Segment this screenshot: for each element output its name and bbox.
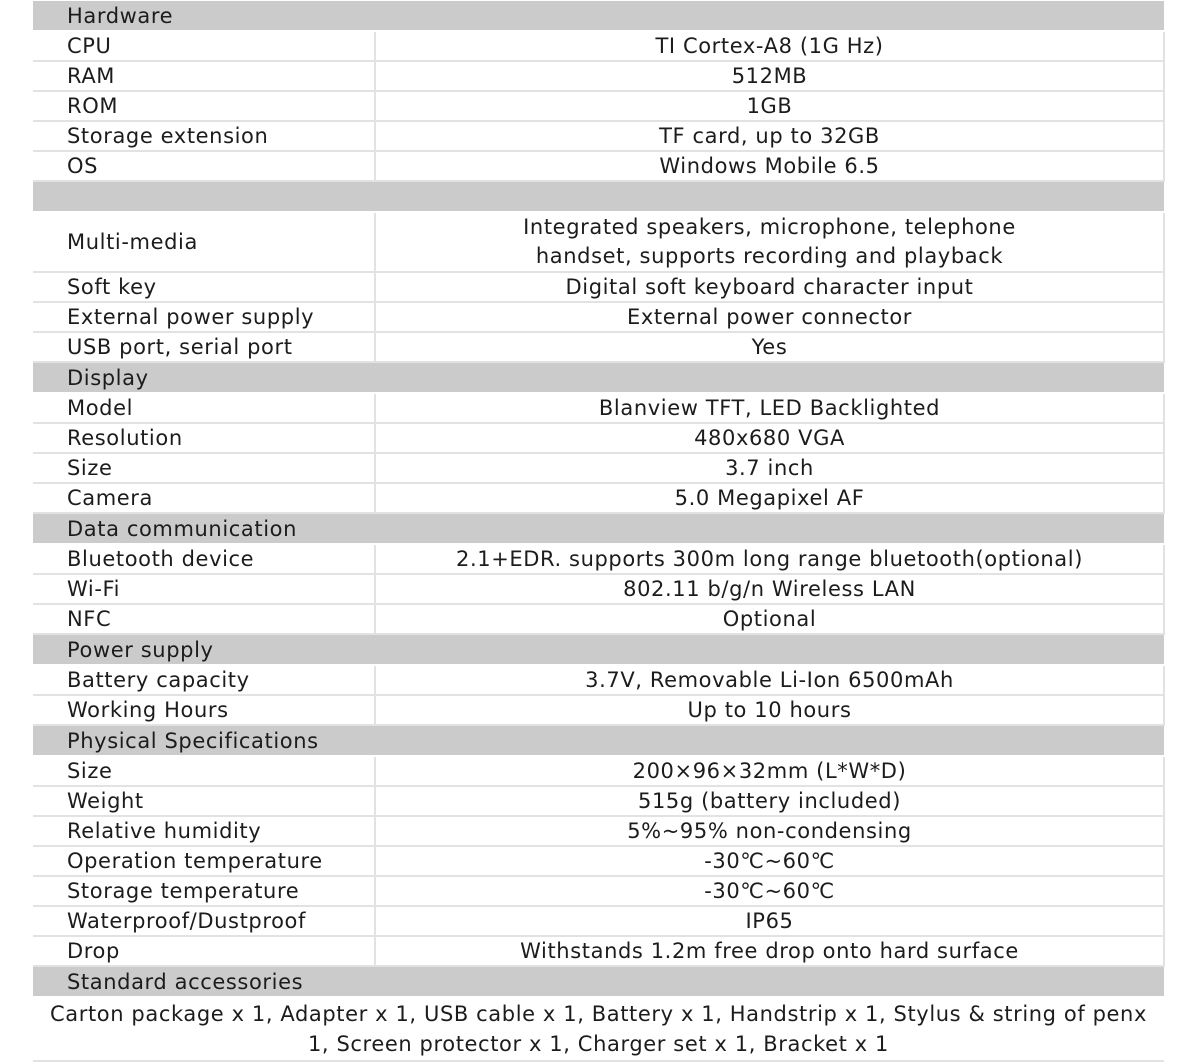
table-row — [33, 544, 1164, 574]
spec-value: -30℃~60℃ — [375, 876, 1164, 906]
table-row — [33, 816, 1164, 846]
spec-label: RAM — [33, 61, 375, 91]
spec-label: ROM — [33, 91, 375, 121]
spec-value: 512MB — [375, 61, 1164, 91]
spec-label: OS — [33, 151, 375, 181]
section-header-power-supply — [33, 634, 1164, 665]
table-row — [33, 695, 1164, 725]
spec-label: Weight — [33, 786, 375, 816]
table-row — [33, 423, 1164, 453]
table-row — [33, 997, 1164, 1061]
spec-value: Digital soft keyboard character input — [375, 272, 1164, 302]
section-title: Display — [33, 362, 1164, 393]
section-header-data-communication — [33, 513, 1164, 544]
spec-label: NFC — [33, 604, 375, 634]
table-row — [33, 574, 1164, 604]
section-title — [33, 181, 1164, 212]
table-row — [33, 665, 1164, 695]
spec-value: External power connector — [375, 302, 1164, 332]
spec-value: Yes — [375, 332, 1164, 362]
spec-label: Operation temperature — [33, 846, 375, 876]
spec-label: Size — [33, 453, 375, 483]
spec-label: Model — [33, 393, 375, 423]
spec-value: Optional — [375, 604, 1164, 634]
section-title: Data communication — [33, 513, 1164, 544]
spec-table — [33, 1, 1165, 1062]
spec-label: Battery capacity — [33, 665, 375, 695]
spec-label: USB port, serial port — [33, 332, 375, 362]
spec-value: 3.7 inch — [375, 453, 1164, 483]
section-header-standard-accessories — [33, 966, 1164, 997]
spec-value: Up to 10 hours — [375, 695, 1164, 725]
spec-label: Relative humidity — [33, 816, 375, 846]
spec-label: Resolution — [33, 423, 375, 453]
section-header-hardware — [33, 1, 1164, 31]
section-title: Hardware — [33, 1, 1164, 31]
spec-value: TI Cortex-A8 (1G Hz) — [375, 31, 1164, 61]
spec-value: 5%~95% non-condensing — [375, 816, 1164, 846]
table-row — [33, 272, 1164, 302]
table-row — [33, 121, 1164, 151]
spec-label: Camera — [33, 483, 375, 513]
spec-label: Storage extension — [33, 121, 375, 151]
spec-value: 3.7V, Removable Li-Ion 6500mAh — [375, 665, 1164, 695]
table-row — [33, 604, 1164, 634]
spec-value: 480x680 VGA — [375, 423, 1164, 453]
table-row — [33, 936, 1164, 966]
spec-label: Waterproof/Dustproof — [33, 906, 375, 936]
table-row — [33, 483, 1164, 513]
spec-value: 802.11 b/g/n Wireless LAN — [375, 574, 1164, 604]
table-row — [33, 453, 1164, 483]
table-row — [33, 332, 1164, 362]
spec-label: External power supply — [33, 302, 375, 332]
spec-value: 515g (battery included) — [375, 786, 1164, 816]
spec-value: Withstands 1.2m free drop onto hard surface — [375, 936, 1164, 966]
table-row — [33, 212, 1164, 272]
table-row — [33, 151, 1164, 181]
table-row — [33, 756, 1164, 786]
table-row — [33, 91, 1164, 121]
section-header-display — [33, 362, 1164, 393]
spec-value: 2.1+EDR. supports 300m long range bluetooth(optional) — [375, 544, 1164, 574]
spec-label: Size — [33, 756, 375, 786]
spec-value: 5.0 Megapixel AF — [375, 483, 1164, 513]
spec-label: Multi-media — [33, 212, 375, 272]
spec-label: Bluetooth device — [33, 544, 375, 574]
section-header-physical-specifications — [33, 725, 1164, 756]
table-row — [33, 876, 1164, 906]
table-row — [33, 906, 1164, 936]
section-title: Power supply — [33, 634, 1164, 665]
spec-value: 1GB — [375, 91, 1164, 121]
section-title: Physical Specifications — [33, 725, 1164, 756]
section-header-blank — [33, 181, 1164, 212]
table-row — [33, 846, 1164, 876]
table-row — [33, 61, 1164, 91]
section-title: Standard accessories — [33, 966, 1164, 997]
spec-label: CPU — [33, 31, 375, 61]
spec-value: IP65 — [375, 906, 1164, 936]
spec-value: TF card, up to 32GB — [375, 121, 1164, 151]
spec-value: 200×96×32mm (L*W*D) — [375, 756, 1164, 786]
spec-label: Wi-Fi — [33, 574, 375, 604]
spec-value: Blanview TFT, LED Backlighted — [375, 393, 1164, 423]
spec-value: Windows Mobile 6.5 — [375, 151, 1164, 181]
spec-value: -30℃~60℃ — [375, 846, 1164, 876]
spec-label: Soft key — [33, 272, 375, 302]
spec-label: Working Hours — [33, 695, 375, 725]
table-row — [33, 393, 1164, 423]
table-row — [33, 302, 1164, 332]
spec-label: Storage temperature — [33, 876, 375, 906]
spec-value: Integrated speakers, microphone, telephone handset, supports recording and playback — [375, 212, 1164, 272]
spec-label: Drop — [33, 936, 375, 966]
table-row — [33, 31, 1164, 61]
table-row — [33, 786, 1164, 816]
accessories-list: Carton package x 1, Adapter x 1, USB cable x 1, Battery x 1, Handstrip x 1, Stylus & string of penx 1, Screen protector x 1, Charger set x 1, Bracket x 1 — [33, 997, 1164, 1061]
